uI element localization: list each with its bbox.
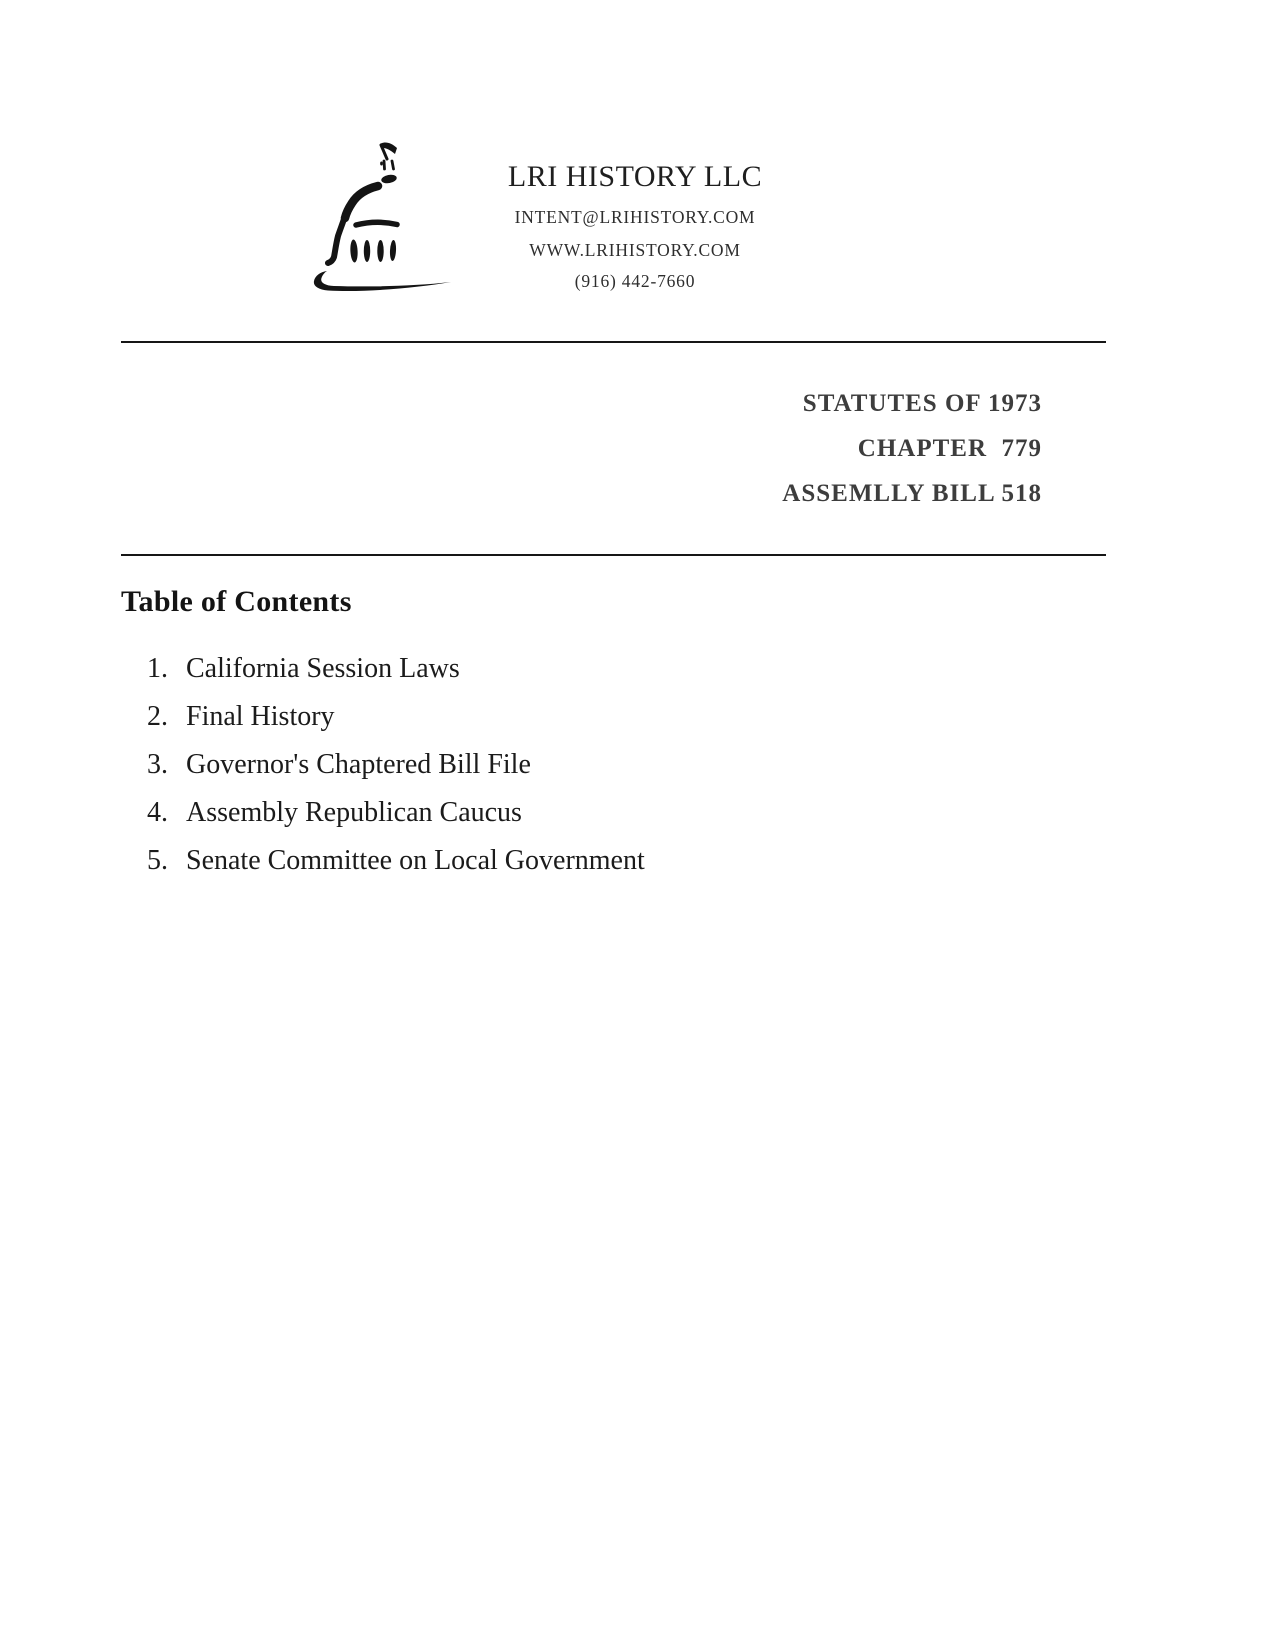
company-website: WWW.LRIHISTORY.COM xyxy=(529,240,741,260)
toc-item-number: 1. xyxy=(147,653,168,684)
column-4 xyxy=(389,240,396,261)
lantern-dot xyxy=(380,162,383,166)
dome-base-stroke xyxy=(356,222,397,225)
dome-curve-stroke xyxy=(345,186,378,218)
statutes-line: STATUTES OF 1973 xyxy=(802,390,1042,417)
company-email: INTENT@LRIHISTORY.COM xyxy=(514,207,756,227)
toc-item-label: Governor's Chaptered Bill File xyxy=(186,749,531,780)
toc-item-label: California Session Laws xyxy=(186,653,460,684)
bill-line: ASSEMLLY BILL 518 xyxy=(782,480,1042,507)
divider-bottom xyxy=(121,554,1106,556)
toc-item-number: 4. xyxy=(147,797,168,828)
toc-item xyxy=(147,837,645,885)
toc-item-label: Final History xyxy=(186,701,335,732)
toc-item-number: 2. xyxy=(147,701,168,732)
lantern-tick-right xyxy=(392,161,394,169)
column-1 xyxy=(350,239,358,262)
divider-top xyxy=(121,341,1106,343)
capitol-dome-logo xyxy=(296,130,462,298)
toc-item xyxy=(147,741,645,789)
toc-list xyxy=(147,645,645,885)
chapter-line: CHAPTER 779 xyxy=(857,435,1042,462)
left-wall-stroke xyxy=(328,219,344,263)
toc-item xyxy=(147,789,645,837)
column-3 xyxy=(377,240,383,262)
base-swoosh xyxy=(314,271,451,291)
bill-reference-block xyxy=(782,381,1042,516)
company-name: LRI HISTORY LLC xyxy=(507,160,763,193)
toc-title: Table of Contents xyxy=(121,585,352,618)
toc-item xyxy=(147,645,645,693)
toc-item-label: Assembly Republican Caucus xyxy=(186,797,522,828)
lantern-tick-left xyxy=(384,161,385,169)
company-phone: (916) 442-7660 xyxy=(574,271,696,291)
toc-item xyxy=(147,693,645,741)
toc-item-label: Senate Committee on Local Government xyxy=(186,845,645,876)
column-2 xyxy=(364,240,370,262)
lantern-base xyxy=(381,174,398,185)
toc-item-number: 5. xyxy=(147,845,168,876)
toc-item-number: 3. xyxy=(147,749,168,780)
